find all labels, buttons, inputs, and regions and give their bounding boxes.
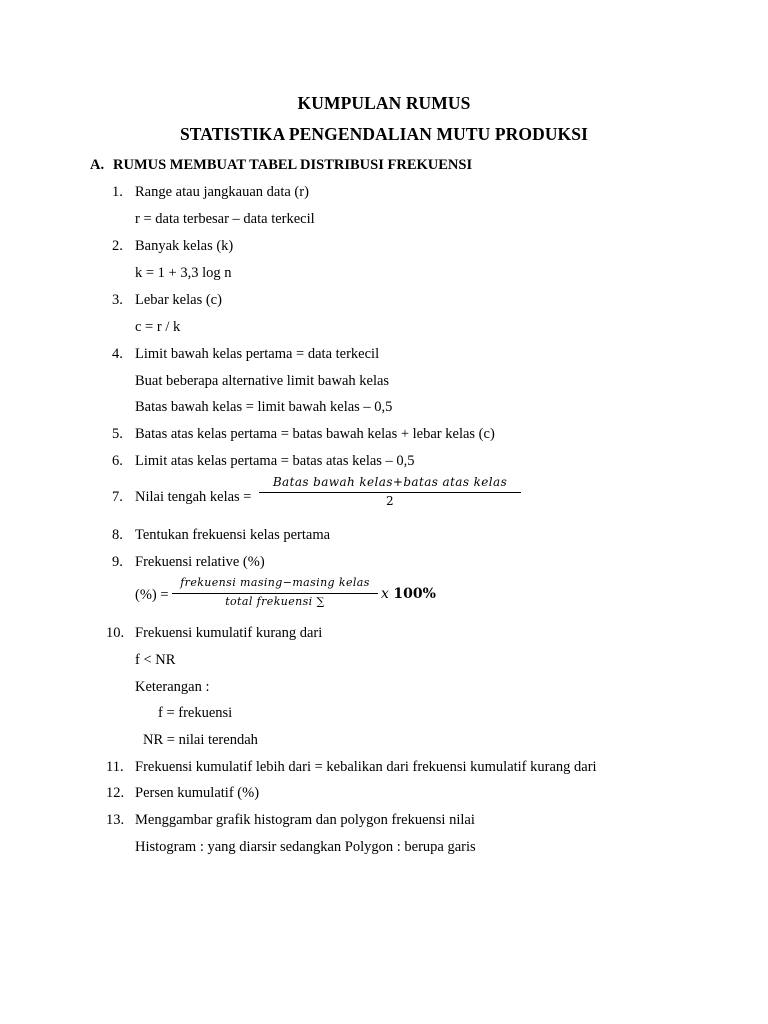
formula-multiplier — [381, 585, 436, 603]
item-text: Range atau jangkauan data (r) — [135, 184, 309, 200]
item-number: 1. — [112, 184, 123, 200]
item-number: 13. — [106, 812, 125, 828]
formula-line: Histogram : yang diarsir sedangkan Polygon : berupa garis — [135, 839, 476, 855]
section-letter: A. — [90, 157, 105, 173]
nilai-tengah-fraction — [259, 474, 521, 509]
percent-value: 100% — [393, 586, 436, 602]
item-number: 2. — [112, 238, 123, 254]
item-number: 7. — [112, 489, 123, 505]
section-heading: RUMUS MEMBUAT TABEL DISTRIBUSI FREKUENSI — [113, 157, 473, 173]
formula-lhs: (%) = — [135, 587, 169, 603]
item-text: Lebar kelas (c) — [135, 292, 222, 308]
item-number: 6. — [112, 453, 123, 469]
item-number: 12. — [106, 785, 125, 801]
item-text: Tentukan frekuensi kelas pertama — [135, 527, 331, 543]
note-line: NR = nilai terendah — [143, 732, 258, 748]
item-number: 5. — [112, 426, 123, 442]
item-number: 3. — [112, 292, 123, 308]
relative-frequency-fraction — [172, 575, 378, 610]
item-text: Persen kumulatif (%) — [135, 785, 260, 801]
item-number: 9. — [112, 554, 123, 570]
item-text: Nilai tengah kelas = — [135, 489, 252, 505]
item-text: Frekuensi relative (%) — [135, 554, 265, 570]
formula-line: k = 1 + 3,3 log n — [135, 265, 232, 281]
times-symbol: x — [381, 586, 389, 602]
item-number: 10. — [106, 625, 125, 641]
item-number: 8. — [112, 527, 123, 543]
formula-line: f < NR — [135, 652, 176, 668]
document-subtitle: STATISTIKA PENGENDALIAN MUTU PRODUKSI — [179, 124, 589, 144]
item-text: Frekuensi kumulatif kurang dari — [135, 625, 323, 641]
formula-line: Batas bawah kelas = limit bawah kelas – 0,5 — [135, 399, 393, 415]
fraction-denominator: total frekuensi ∑ — [225, 595, 325, 608]
formula-line: r = data terbesar – data terkecil — [135, 211, 315, 227]
item-text: Frekuensi kumulatif lebih dari = kebalikan dari frekuensi kumulatif kurang dari — [135, 759, 597, 775]
formula-line: c = r / k — [135, 319, 181, 335]
document-title: KUMPULAN RUMUS — [297, 93, 471, 113]
note-label: Keterangan : — [135, 679, 210, 695]
fraction-numerator: frekuensi masing−masing kelas — [180, 576, 370, 589]
fraction-numerator: Batas bawah kelas+batas atas kelas — [272, 475, 508, 489]
fraction-denominator: 2 — [385, 494, 395, 508]
item-text: Batas atas kelas pertama = batas bawah kelas + lebar kelas (c) — [135, 426, 495, 442]
item-text: Banyak kelas (k) — [135, 238, 234, 254]
formula-line: Buat beberapa alternative limit bawah kelas — [135, 373, 390, 389]
item-text: Limit atas kelas pertama = batas atas kelas – 0,5 — [135, 453, 415, 469]
note-line: f = frekuensi — [158, 705, 233, 721]
item-text: Limit bawah kelas pertama = data terkecil — [135, 346, 380, 362]
item-number: 4. — [112, 346, 123, 362]
item-number: 11. — [106, 759, 124, 775]
item-text: Menggambar grafik histogram dan polygon frekuensi nilai — [135, 812, 475, 828]
